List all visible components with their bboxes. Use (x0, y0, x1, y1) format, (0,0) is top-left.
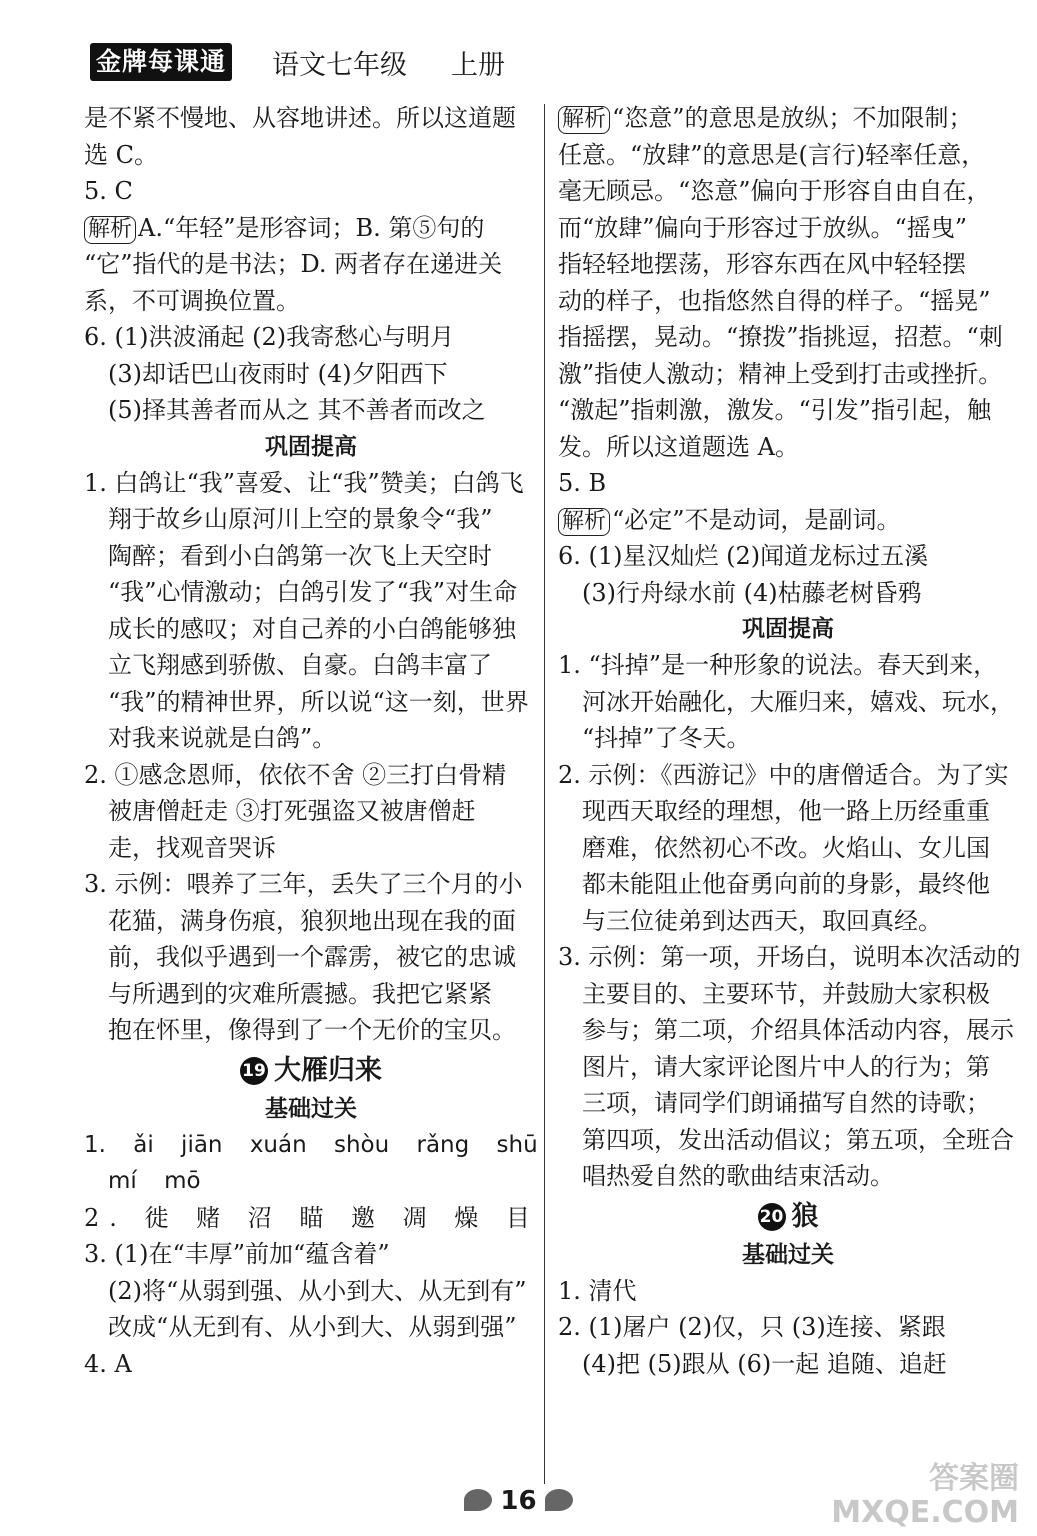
analysis-tag: 解析 (558, 508, 610, 536)
leaf-icon (464, 1489, 492, 1511)
text-line: “激起”指刺激，激发。“引发”指引起，触 (558, 396, 992, 424)
text-line: 对我来说就是白鸽”。 (108, 724, 337, 752)
text-line: 任意。“放肆”的意思是(言行)轻率任意， (558, 140, 986, 169)
pinyin-line: 1. ǎi jiān xuán shòu rǎng shū (84, 1131, 538, 1158)
subject-title: 语文七年级 (272, 49, 408, 81)
text-line: 都未能阻止他奋勇向前的身影，最终他 (582, 870, 990, 898)
section-heading: 基础过关 (742, 1241, 834, 1268)
text-span: “恣意”的意思是放纵；不加限制； (612, 104, 973, 132)
text-line: (4)把 (5)跟从 (6)一起 追随、追赶 (582, 1349, 947, 1378)
text-line: “我”心情激动；白鸽引发了“我”对生命 (108, 578, 518, 606)
right-column (558, 100, 1021, 1382)
text-line: 系，不可调换位置。 (84, 286, 300, 315)
text-line: (3)却话巴山夜雨时 (4)夕阳西下 (108, 359, 448, 388)
analysis-line (558, 100, 1018, 137)
answer-line: 2. 徙 赌 沼 瞄 邀 凋 燥 目 (84, 1203, 540, 1232)
text-line: (3)行舟绿水前 (4)枯藤老树昏鸦 (582, 578, 922, 607)
text-line: 唱热爱自然的歌曲结束活动。 (582, 1162, 894, 1190)
pinyin-line: mí mō (108, 1168, 201, 1194)
analysis-line (84, 210, 538, 247)
text-line: 选 C。 (84, 140, 158, 169)
lesson-name: 狼 (791, 1200, 819, 1232)
text-line: 现西天取经的理想，他一路上历经重重 (582, 797, 990, 825)
watermark-text: 答案圈 (929, 1461, 1019, 1496)
text-line: 指摇摆，晃动。“撩拨”指挑逗，招惹。“刺 (558, 323, 1003, 351)
volume-title: 上册 (451, 49, 506, 81)
text-line: 前，我似乎遇到一个霹雳，被它的忠诚 (108, 943, 516, 971)
text-line: (5)择其善者而从之 其不善者而改之 (108, 396, 486, 424)
answer-line: 2. ①感念恩师，依依不舍 ②三打白骨精 (84, 760, 507, 789)
text-line: 第四项，发出活动倡议；第五项，全班合 (582, 1125, 1014, 1154)
text-line: 成长的感叹；对自己养的小白鸽能够独 (108, 614, 516, 643)
text-line: 与三位徒弟到达西天，取回真经。 (582, 906, 942, 935)
text-line: 与所遇到的灾难所震撼。我把它紧紧 (108, 979, 492, 1008)
text-line: 立飞翔感到骄傲、自豪。白鸽丰富了 (108, 651, 492, 679)
lesson-number-badge: 19 (240, 1057, 268, 1085)
answer-line: 6. (1)洪波涌起 (2)我寄愁心与明月 (84, 323, 455, 351)
text-line: 发。所以这道题选 A。 (558, 432, 799, 461)
text-line: “我”的精神世界，所以说“这一刻，世界 (108, 687, 529, 716)
lesson-title (558, 1197, 1018, 1237)
text-line: 动的样子，也指悠然自得的样子。“摇晃” (558, 286, 991, 315)
lesson-number-badge: 20 (758, 1203, 786, 1231)
section-heading: 巩固提高 (265, 433, 357, 460)
section-heading: 基础过关 (265, 1095, 357, 1122)
text-line: 磨难，依然初心不改。火焰山、女儿国 (582, 833, 990, 862)
text-line: 而“放肆”偏向于形容过于放纵。“摇曳” (558, 213, 968, 242)
answer-line: 5. B (558, 469, 607, 497)
lesson-name: 大雁归来 (274, 1054, 382, 1086)
analysis-tag: 解析 (558, 106, 610, 134)
text-line: 激”指使人激动；精神上受到打击或挫折。 (558, 359, 1003, 388)
text-line: 改成“从无到有、从小到大、从弱到强” (108, 1313, 517, 1341)
leaf-icon (545, 1489, 573, 1511)
text-line: 指轻轻地摆荡，形容东西在风中轻轻摆 (558, 250, 966, 278)
text-line: 图片，请大家评论图片中人的行为；第 (582, 1052, 990, 1081)
text-line: 走，找观音哭诉 (108, 833, 276, 862)
analysis-line (558, 502, 1018, 539)
text-line: 毫无顾忌。“恣意”偏向于形容自由自在， (558, 177, 991, 205)
text-line: “它”指代的是书法；D. 两者存在递进关 (84, 250, 503, 278)
answer-line: 1. 清代 (558, 1276, 637, 1305)
column-divider (544, 104, 545, 1484)
answer-line: 2. (1)屠户 (2)仅，只 (3)连接、紧跟 (558, 1313, 946, 1341)
text-line: 抱在怀里，像得到了一个无价的宝贝。 (108, 1016, 516, 1044)
text-line: 主要目的、主要环节，并鼓励大家积极 (582, 979, 990, 1008)
text-line: 陶醉；看到小白鸽第一次飞上天空时 (108, 541, 492, 570)
watermark-url: MXQE.COM (831, 1495, 1019, 1530)
text-line: 被唐僧赶走 ③打死强盗又被唐僧赶 (108, 797, 476, 825)
text-line: 翔于故乡山原河川上空的景象令“我” (108, 505, 493, 533)
section-heading: 巩固提高 (742, 616, 834, 642)
text-line: 花猫，满身伤痕，狼狈地出现在我的面 (108, 906, 516, 935)
answer-line: 4. A (84, 1349, 132, 1378)
watermark (831, 1462, 1019, 1530)
brand-logo: 金牌每课通 (90, 43, 232, 81)
text-span: A.“年轻”是形容词；B. 第⑤句的 (138, 213, 485, 242)
left-column (84, 100, 538, 1382)
page-number: 16 (500, 1486, 537, 1516)
text-line: 是不紧不慢地、从容地讲述。所以这道题 (84, 104, 516, 132)
answer-line: 3. (1)在“丰厚”前加“蕴含着” (84, 1240, 390, 1268)
text-line: (2)将“从弱到强、从小到大、从无到有” (108, 1276, 527, 1305)
answer-line: 1. 白鸽让“我”喜爱、让“我”赞美；白鸽飞 (84, 468, 524, 497)
text-line: 参与；第二项，介绍具体活动内容，展示 (582, 1016, 1014, 1044)
text-line: “抖掉”了冬天。 (582, 724, 751, 752)
answer-line: 5. C (84, 177, 133, 205)
text-line: 三项，请同学们朗诵描写自然的诗歌； (582, 1089, 990, 1117)
text-line: 河冰开始融化，大雁归来，嬉戏、玩水， (582, 687, 1014, 716)
lesson-title (84, 1051, 538, 1091)
answer-line: 6. (1)星汉灿烂 (2)闻道龙标过五溪 (558, 542, 929, 570)
answer-line: 3. 示例：第一项，开场白，说明本次活动的 (558, 943, 1021, 971)
answer-line: 1. “抖掉”是一种形象的说法。春天到来， (558, 651, 998, 679)
answer-line: 3. 示例：喂养了三年，丢失了三个月的小 (84, 870, 523, 898)
page-header (90, 40, 505, 84)
text-span: “必定”不是动词，是副词。 (612, 505, 901, 534)
answer-line: 2. 示例：《西游记》中的唐僧适合。为了实 (558, 760, 1009, 789)
analysis-tag: 解析 (84, 216, 136, 244)
